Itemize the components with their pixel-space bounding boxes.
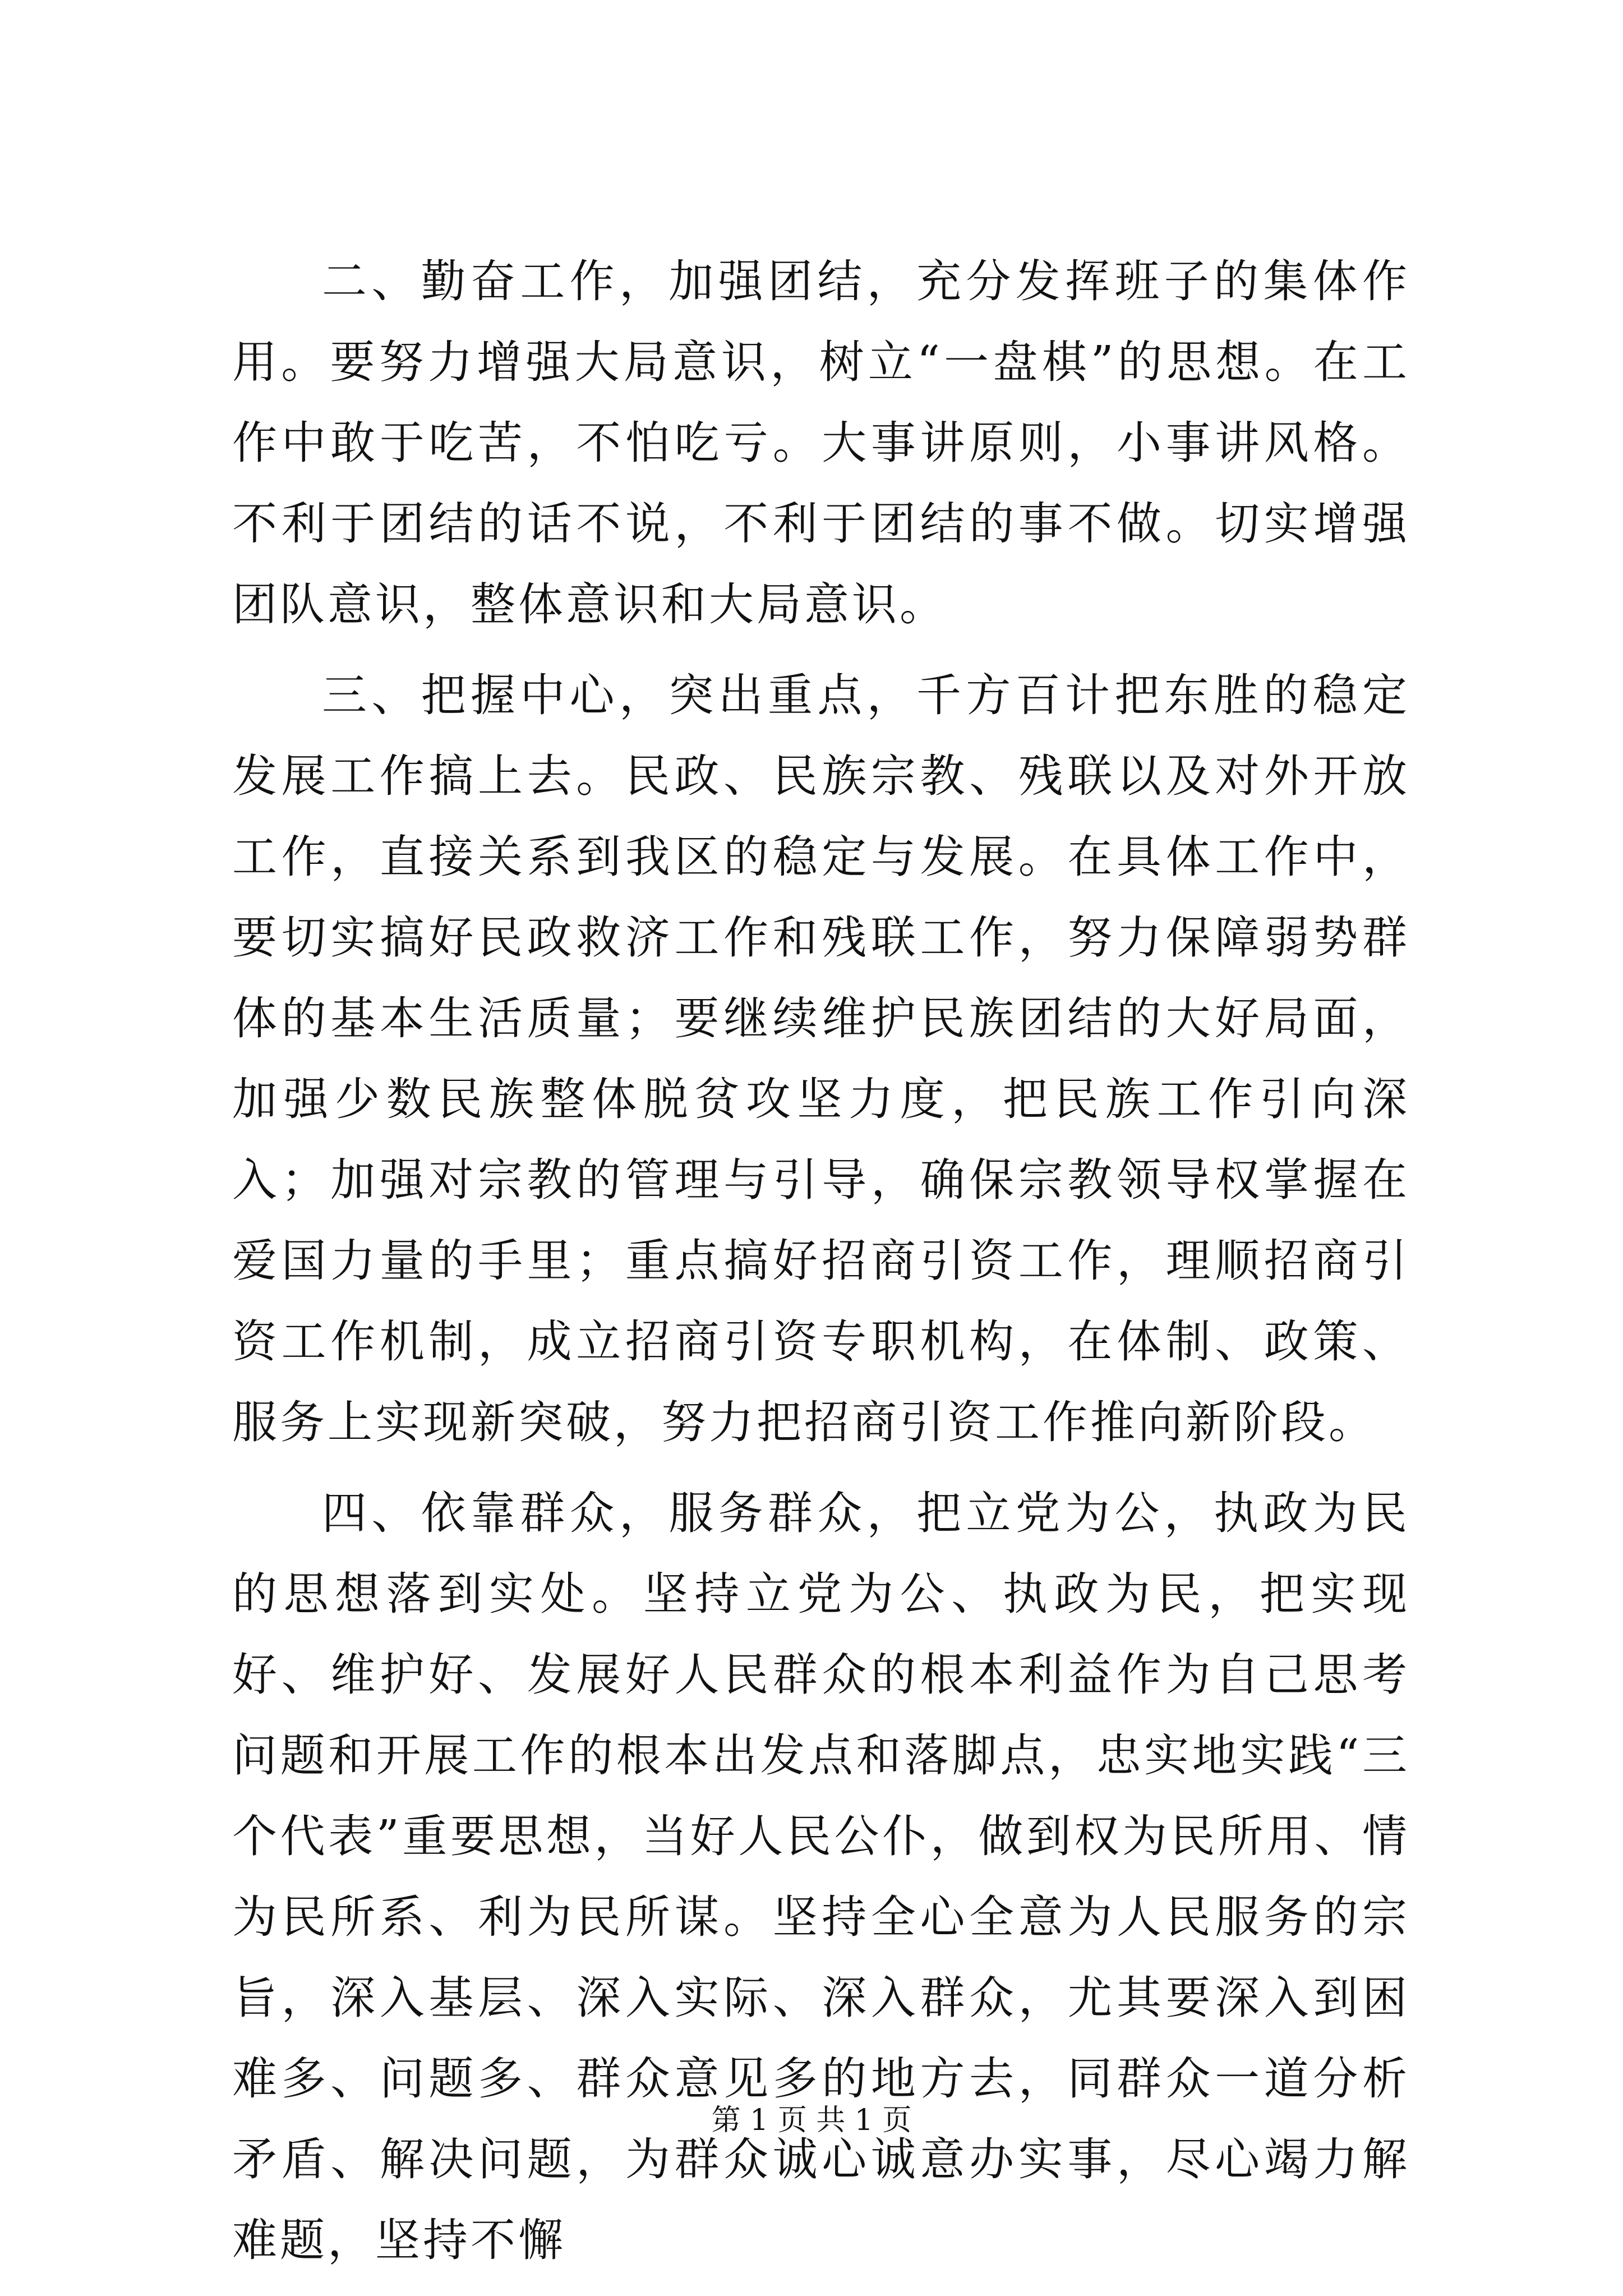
paragraph-three: 三、把握中心，突出重点，千方百计把东胜的稳定发展工作搞上去。民政、民族宗教、残联以及对外开放工作，直接关系到我区的稳定与发展。在具体工作中，要切实搞好民政救济工作和残联工作，努力保障弱势群体的基本生活质量；要继续维护民族团结的大好局面，加强少数民族整体脱贫攻坚力度，把民族工作引向深入；加强对宗教的管理与引导，确保宗教领导权掌握在爱国力量的手里；重点搞好招商引资工作，理顺招商引资工作机制，成立招商引资专职机构，在体制、政策、服务上实现新突破，努力把招商引资工作推向新阶段。	[232, 669, 1410, 1448]
paragraph-two: 二、勤奋工作，加强团结，充分发挥班子的集体作用。要努力增强大局意识，树立“一盘棋”的思想。在工作中敢于吃苦，不怕吃亏。大事讲原则，小事讲风格。不利于团结的话不说，不利于团结的事不做。切实增强团队意识，整体意识和大局意识。	[232, 255, 1410, 631]
paragraph-four: 四、依靠群众，服务群众，把立党为公，执政为民的思想落到实处。坚持立党为公、执政为民，把实现好、维护好、发展好人民群众的根本利益作为自己思考问题和开展工作的根本出发点和落脚点，忠实地实践“三个代表”重要思想，当好人民公仆，做到权为民所用、情为民所系、利为民所谋。坚持全心全意为人民服务的宗旨，深入基层、深入实际、深入群众，尤其要深入到困难多、问题多、群众意见多的地方去，同群众一道分析矛盾、解决问题，为群众诚心诚意办实事，尽心竭力解难题，坚持不懈	[232, 1487, 1410, 2266]
page-number-footer: 第 1 页 共 1 页	[711, 2104, 912, 2137]
document-body	[232, 241, 1410, 2281]
